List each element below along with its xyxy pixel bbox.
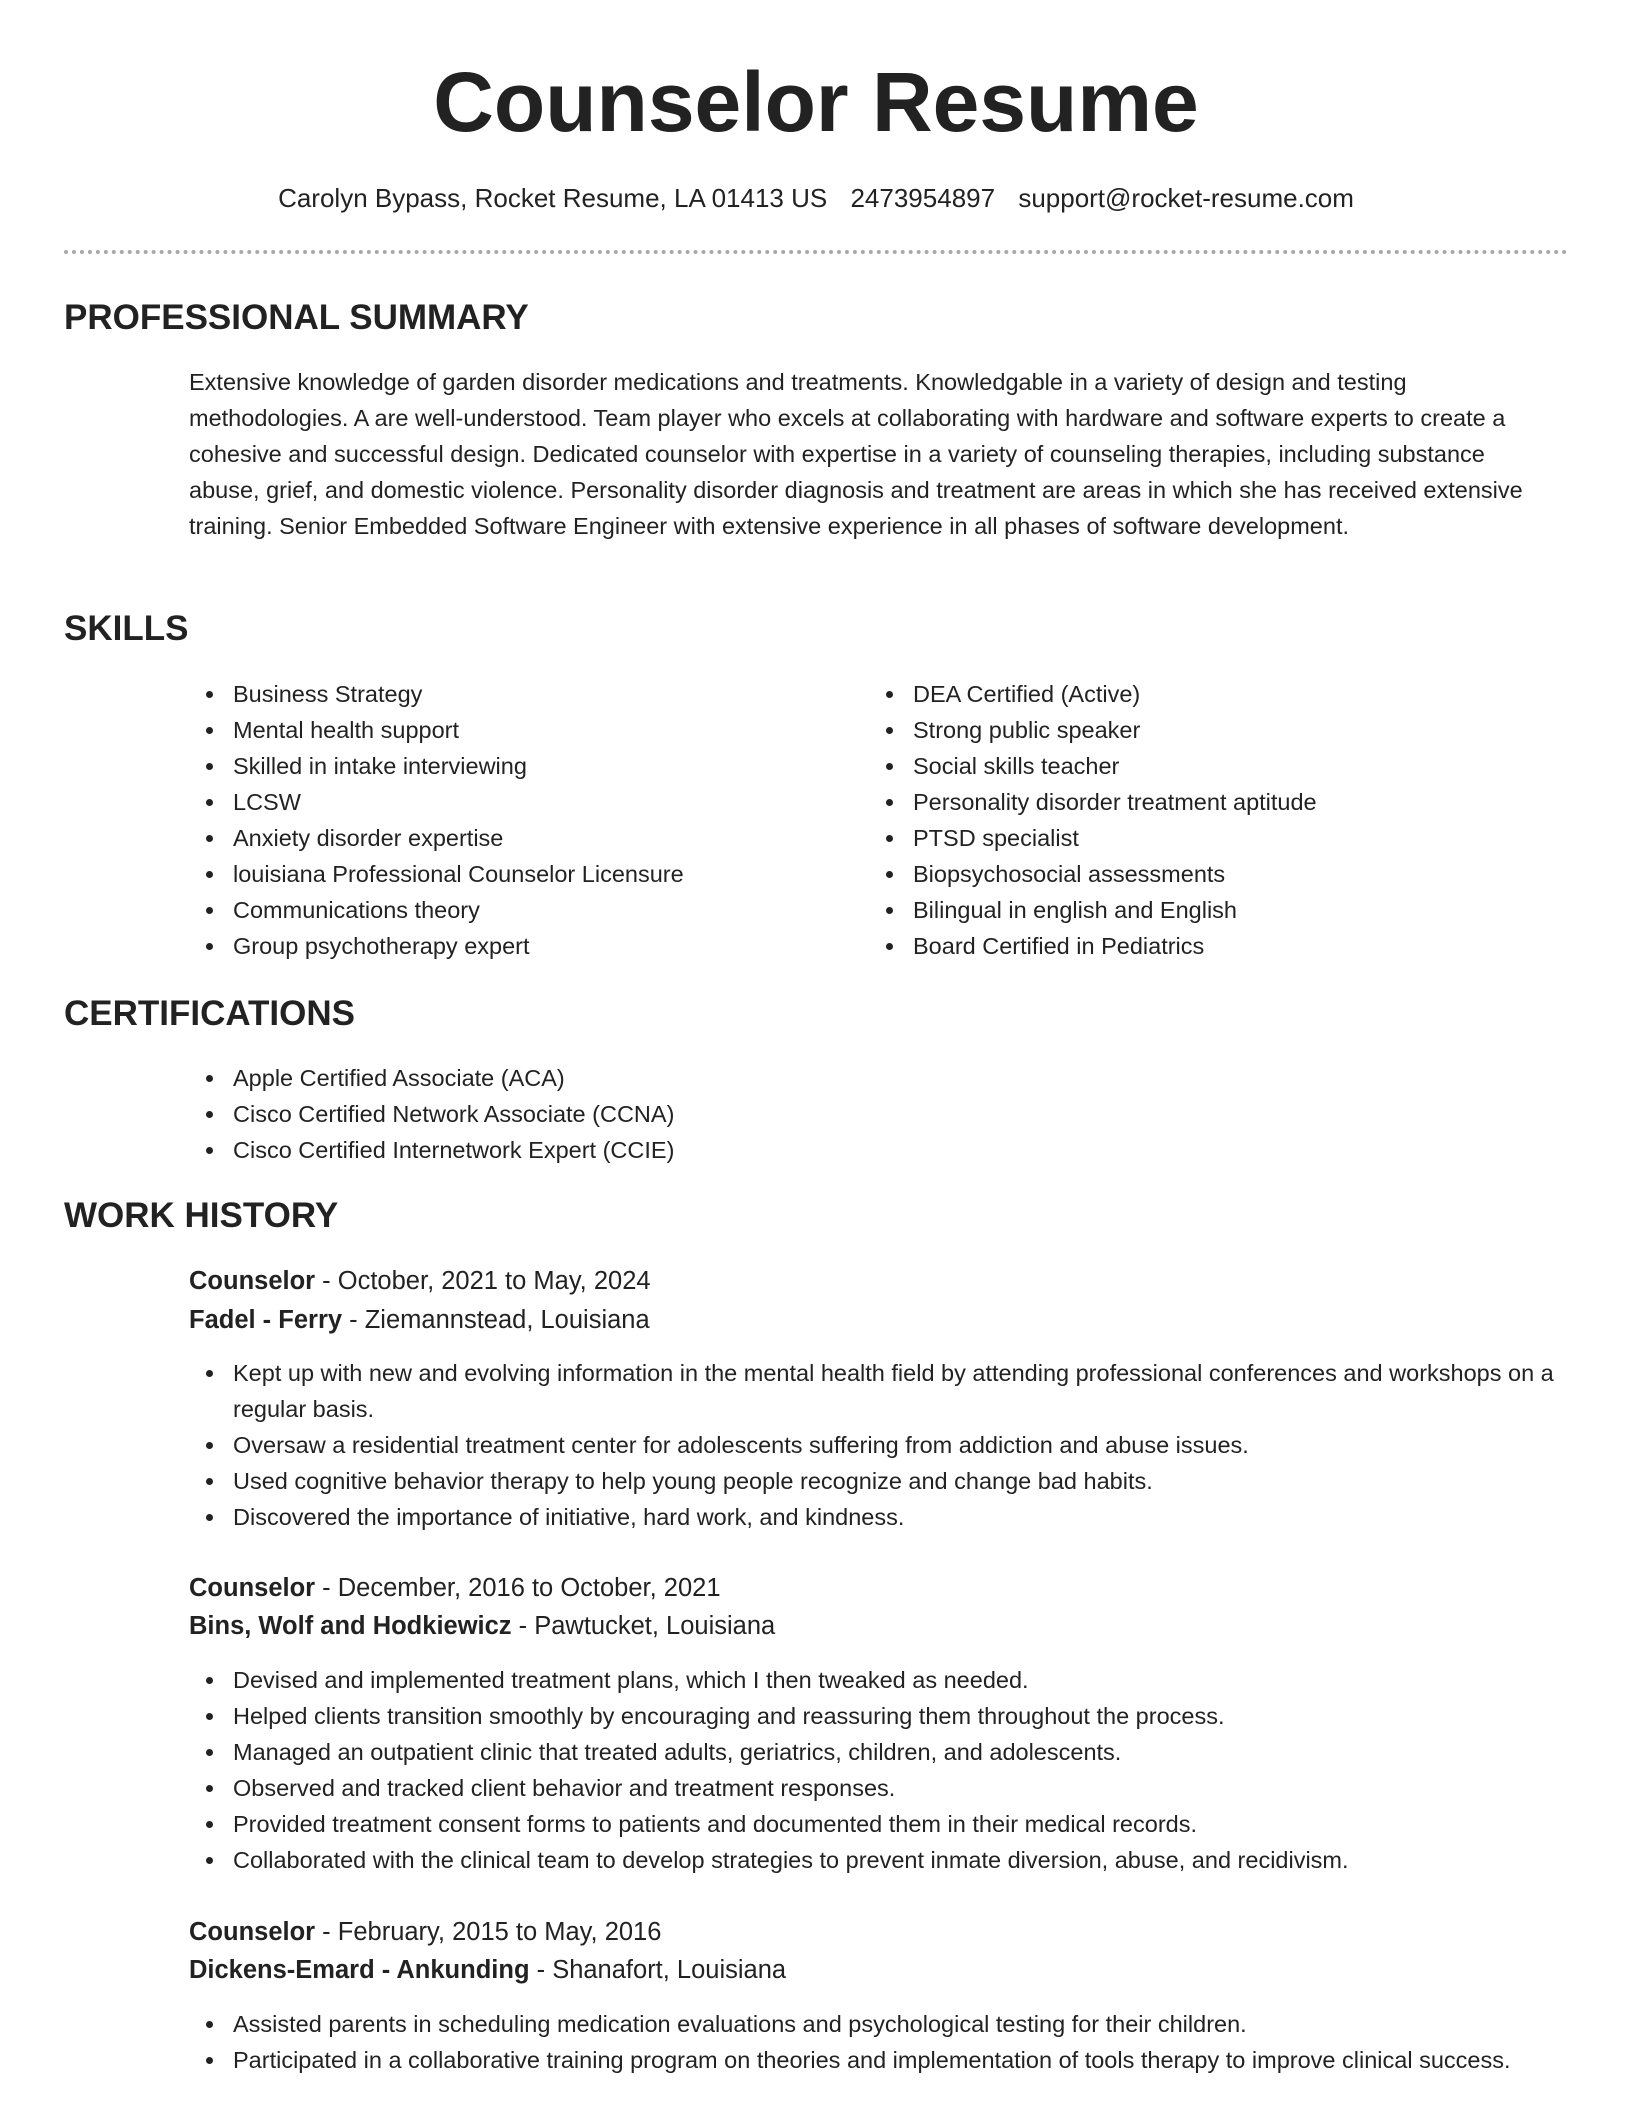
job-bullet: Oversaw a residential treatment center for adolescents suffering from addiction and abuse issues. [189, 1427, 1559, 1463]
job-location: Ziemannstead, Louisiana [364, 1306, 650, 1334]
skill-item: Social skills teacher [869, 748, 1549, 784]
job-title: Counselor [189, 1918, 316, 1946]
resume-title: Counselor Resume [433, 55, 1199, 149]
skill-item: Bilingual in english and English [869, 892, 1549, 928]
skill-item: Board Certified in Pediatrics [869, 928, 1549, 964]
job-bullets [189, 1662, 1559, 1878]
job-separator: - [315, 1918, 338, 1946]
job-title: Counselor [189, 1267, 316, 1295]
job-title-line [189, 1570, 721, 1606]
contact-line [0, 180, 1632, 216]
job-separator: - [315, 1267, 338, 1295]
certification-item: Cisco Certified Internetwork Expert (CCIE) [189, 1132, 1559, 1168]
certifications-heading: CERTIFICATIONS [64, 994, 356, 1033]
work-history-heading: WORK HISTORY [64, 1196, 339, 1235]
contact-address: Carolyn Bypass, Rocket Resume, LA 01413 US [278, 183, 828, 213]
skill-item: Personality disorder treatment aptitude [869, 784, 1549, 820]
skill-item: Communications theory [189, 892, 849, 928]
job-dates: February, 2015 to May, 2016 [337, 1918, 662, 1946]
skill-item: Anxiety disorder expertise [189, 820, 849, 856]
job-bullet: Managed an outpatient clinic that treated adults, geriatrics, children, and adolescents. [189, 1734, 1559, 1770]
job-title: Counselor [189, 1574, 316, 1602]
job-separator: - [315, 1574, 338, 1602]
job-bullet: Kept up with new and evolving information in the mental health field by attending professional conferences and workshops on a regular basis. [189, 1355, 1559, 1427]
job-bullet: Provided treatment consent forms to patients and documented them in their medical records. [189, 1806, 1559, 1842]
job-bullet: Used cognitive behavior therapy to help young people recognize and change bad habits. [189, 1463, 1559, 1499]
header-divider [64, 250, 1568, 254]
job-bullet: Discovered the importance of initiative, hard work, and kindness. [189, 1499, 1559, 1535]
job-bullet: Collaborated with the clinical team to develop strategies to prevent inmate diversion, abuse, and recidivism. [189, 1842, 1559, 1878]
job-title-line [189, 1914, 661, 1950]
job-title-line [189, 1263, 651, 1299]
skill-item: louisiana Professional Counselor Licensure [189, 856, 849, 892]
job-company-line [189, 1302, 650, 1338]
contact-email: support@rocket-resume.com [1018, 183, 1354, 213]
certification-item: Cisco Certified Network Associate (CCNA) [189, 1096, 1559, 1132]
skills-heading: SKILLS [64, 609, 189, 648]
job-location: Pawtucket, Louisiana [534, 1612, 776, 1640]
contact-phone: 2473954897 [850, 183, 996, 213]
skill-item: Group psychotherapy expert [189, 928, 849, 964]
certification-item: Apple Certified Associate (ACA) [189, 1060, 1559, 1096]
job-bullet: Observed and tracked client behavior and treatment responses. [189, 1770, 1559, 1806]
job-location: Shanafort, Louisiana [552, 1956, 787, 1984]
skill-item: LCSW [189, 784, 849, 820]
skill-item: Strong public speaker [869, 712, 1549, 748]
skills-list-right [869, 676, 1549, 964]
skill-item: Mental health support [189, 712, 849, 748]
job-bullets [189, 2006, 1559, 2078]
job-separator: - [529, 1956, 553, 1984]
summary-text: Extensive knowledge of garden disorder medications and treatments. Knowledgable in a variety of design and testing methodologies. A are well-understood. Team player who excels at collaborating with hardware and software experts to create a cohesive and successful design. Dedicated counselor with expertise in a variety of counseling therapies, including substance abuse, grief, and domestic violence. Personality disorder diagnosis and treatment are areas in which she has received extensive training. Senior Embedded Software Engineer with extensive experience in all phases of software development. [189, 369, 1523, 539]
job-bullet: Devised and implemented treatment plans, which I then tweaked as needed. [189, 1662, 1559, 1698]
job-company-line [189, 1952, 786, 1988]
skill-item: Business Strategy [189, 676, 849, 712]
summary-heading: PROFESSIONAL SUMMARY [64, 298, 529, 337]
skill-item: PTSD specialist [869, 820, 1549, 856]
job-company: Fadel - Ferry [189, 1306, 343, 1334]
job-bullet: Participated in a collaborative training program on theories and implementation of tools therapy to improve clinical success. [189, 2042, 1559, 2078]
skills-list-left [189, 676, 849, 964]
job-dates: October, 2021 to May, 2024 [337, 1267, 651, 1295]
job-separator: - [342, 1306, 365, 1334]
job-company-line [189, 1608, 775, 1644]
job-dates: December, 2016 to October, 2021 [337, 1574, 721, 1602]
job-bullets [189, 1355, 1559, 1535]
job-separator: - [511, 1612, 535, 1640]
certifications-list [189, 1060, 1559, 1168]
job-company: Bins, Wolf and Hodkiewicz [189, 1612, 512, 1640]
job-bullet: Helped clients transition smoothly by encouraging and reassuring them throughout the process. [189, 1698, 1559, 1734]
skill-item: Skilled in intake interviewing [189, 748, 849, 784]
skill-item: Biopsychosocial assessments [869, 856, 1549, 892]
job-bullet: Assisted parents in scheduling medication evaluations and psychological testing for their children. [189, 2006, 1559, 2042]
skill-item: DEA Certified (Active) [869, 676, 1549, 712]
job-company: Dickens-Emard - Ankunding [189, 1956, 530, 1984]
